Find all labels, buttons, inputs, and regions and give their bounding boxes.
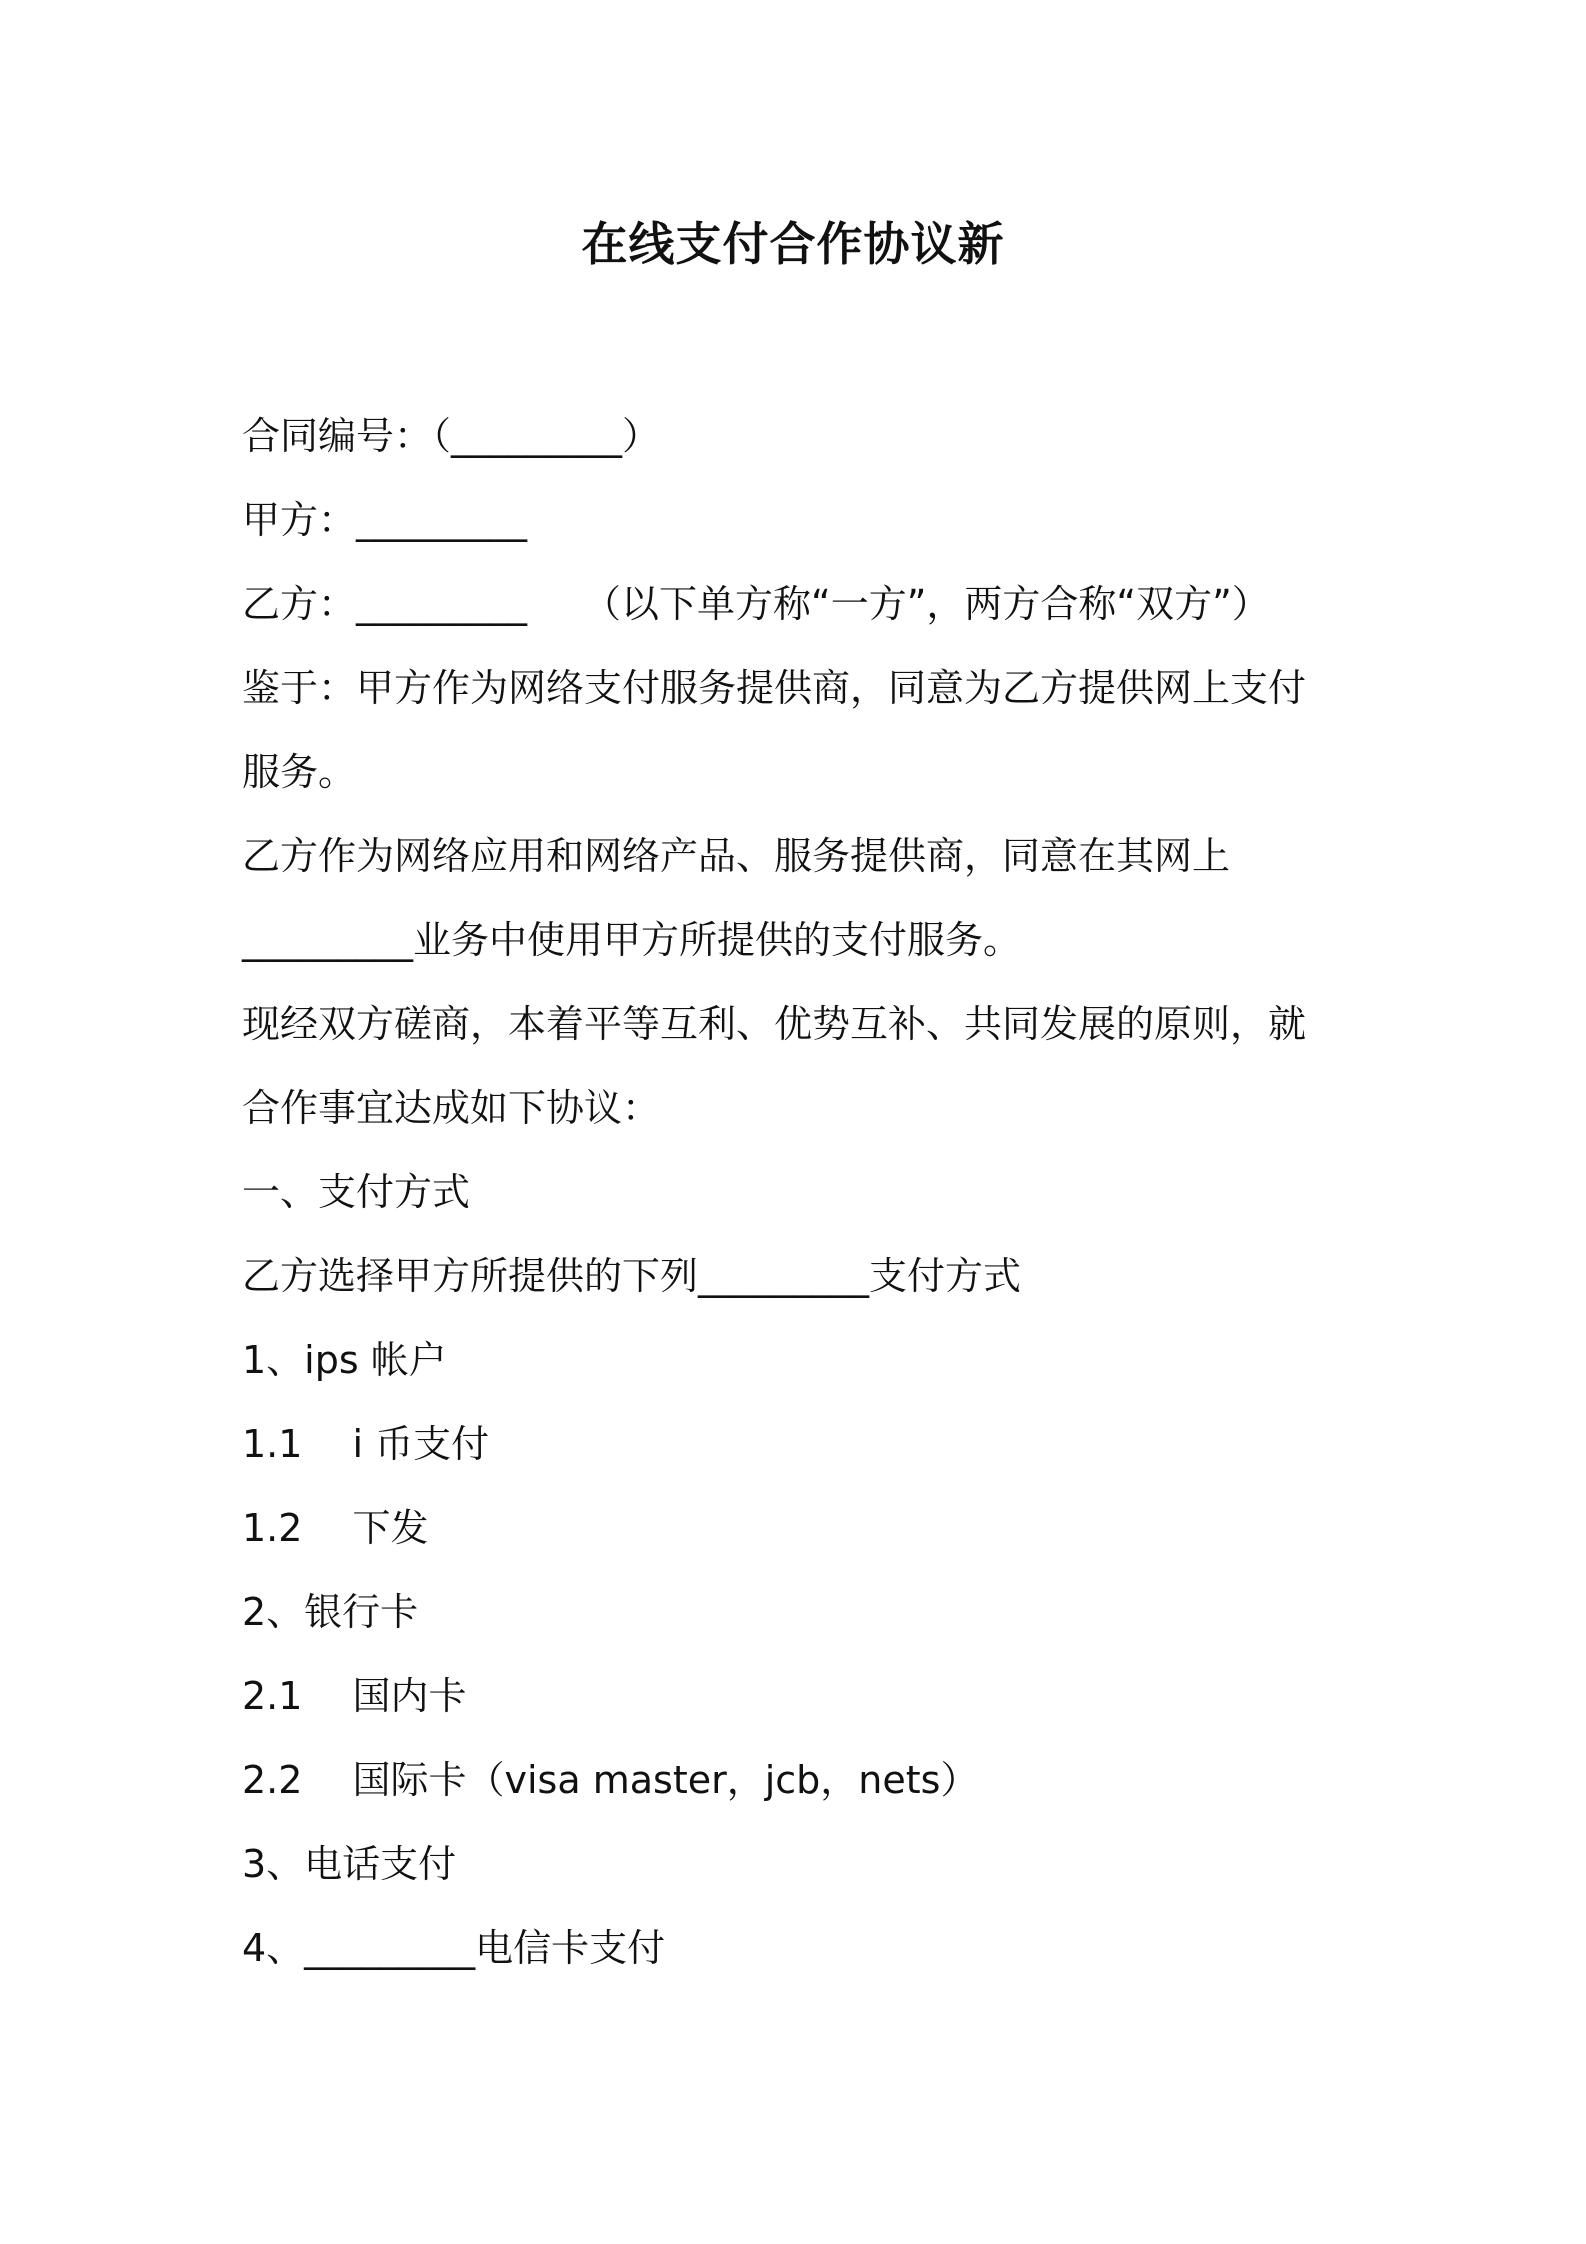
party-b-note: （以下单方称“一方”，两方合称“双方”）: [583, 582, 1270, 626]
list-item-telecom-card: 4、_________电信卡支付: [242, 1926, 666, 1970]
document-title: 在线支付合作协议新: [581, 217, 1005, 271]
contract-number-line: 合同编号：（_________）: [242, 414, 661, 458]
list-item-bank-card: 2、银行卡: [242, 1590, 419, 1634]
list-item-issue: 1.2 下发: [242, 1506, 429, 1550]
party-a-line: 甲方：_________: [242, 498, 528, 542]
party-b-description-line-2: _________业务中使用甲方所提供的支付服务。: [242, 918, 1022, 962]
list-item-domestic-card: 2.1 国内卡: [242, 1674, 467, 1718]
whereas-line-2: 服务。: [242, 750, 357, 794]
consultation-line-2: 合作事宜达成如下协议：: [242, 1086, 661, 1130]
party-b-label: 乙方：_________: [242, 582, 528, 626]
section-heading-payment-method: 一、支付方式: [242, 1170, 471, 1214]
party-b-description-line-1: 乙方作为网络应用和网络产品、服务提供商，同意在其网上: [242, 834, 1231, 878]
whereas-line-1: 鉴于：甲方作为网络支付服务提供商，同意为乙方提供网上支付: [242, 666, 1307, 710]
party-b-line: [242, 578, 1270, 630]
consultation-line-1: 现经双方磋商，本着平等互利、优势互补、共同发展的原则，就: [242, 1002, 1307, 1046]
payment-choice-line: 乙方选择甲方所提供的下列_________支付方式: [242, 1254, 1022, 1298]
list-item-ips-account: 1、ips 帐户: [242, 1338, 447, 1382]
list-item-phone-payment: 3、电话支付: [242, 1842, 457, 1886]
list-item-international-card: 2.2 国际卡（visa master，jcb，nets）: [242, 1758, 979, 1802]
list-item-i-coin: 1.1 i 币支付: [242, 1422, 490, 1466]
